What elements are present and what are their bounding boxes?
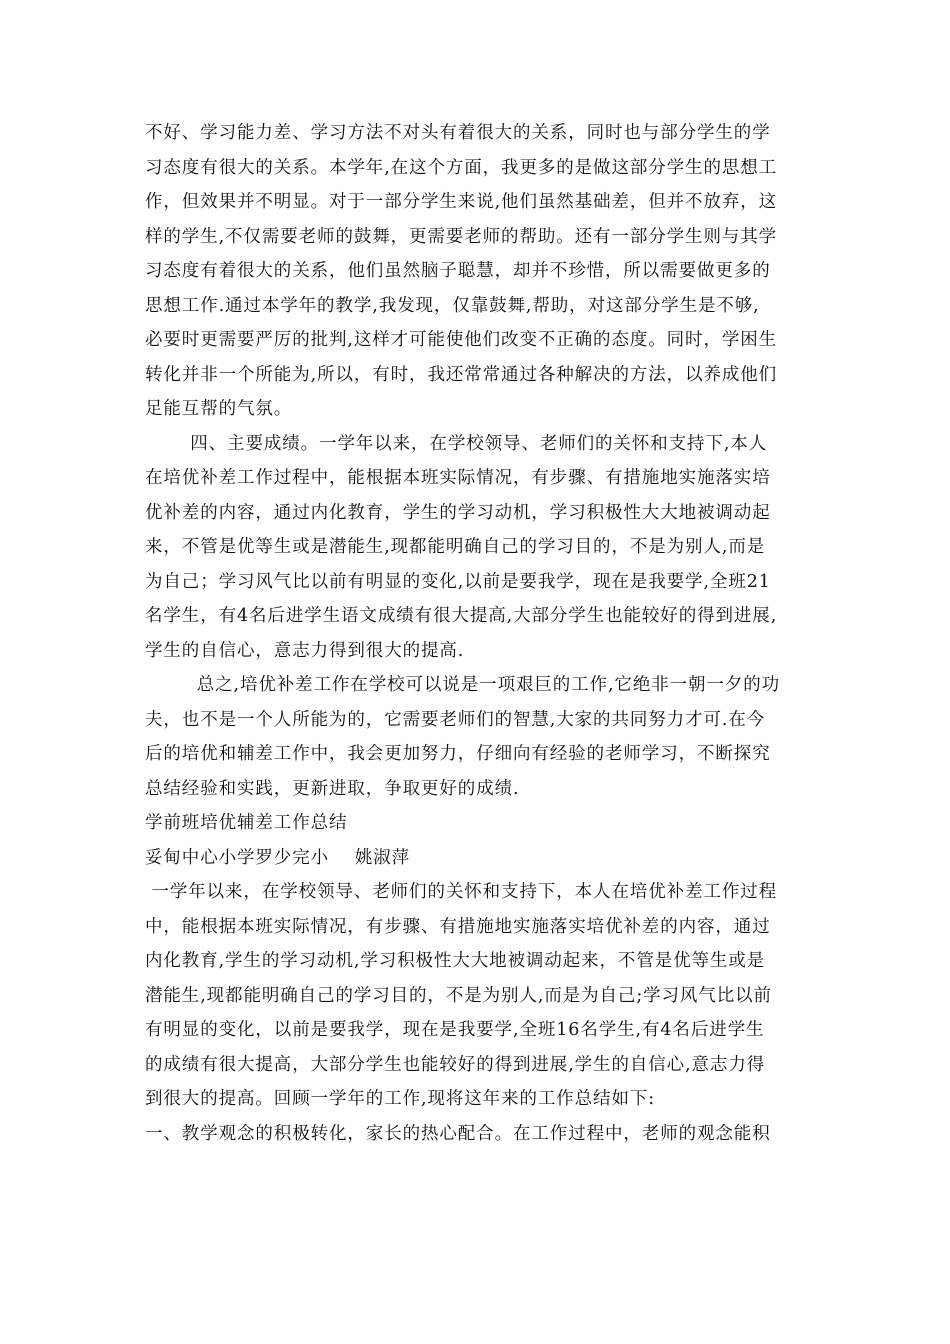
text-line: 中，能根据本班实际情况，有步骤、有措施地实施落实培优补差的内容，通过 [145, 916, 771, 937]
text-line: 四、主要成绩。一学年以来，在学校领导、老师们的关怀和支持下,本人 [145, 433, 768, 454]
text-line: 思想工作.通过本学年的教学,我发现，仅靠鼓舞,帮助，对这部分学生是不够, [145, 295, 760, 316]
text-line: 在培优补差工作过程中，能根据本班实际情况，有步骤、有措施地实施落实培 [145, 468, 771, 488]
text-line: 有明显的变化，以前是要我学，现在是我要学,全班16名学生,有4名后进学生 [145, 1020, 765, 1040]
text-line: 的成绩有很大提高，大部分学生也能较好的得到进展,学生的自信心,意志力得 [145, 1054, 766, 1075]
text-line: 优补差的内容，通过内化教育，学生的学习动机，学习积极性大大地被调动起 [145, 502, 771, 523]
text-line: 内化教育,学生的学习动机,学习积极性大大地被调动起来，不管是优等生或是 [145, 951, 766, 971]
text-line: 样的学生,不仅需要老师的鼓舞，更需要老师的帮助。还有一部分学生则与其学 [145, 226, 778, 247]
text-line: 作，但效果并不明显。对于一部分学生来说,他们虽然基础差，但并不放弃，这 [145, 192, 778, 212]
author-line: 妥甸中心小学罗少完小 姚淑萍 [145, 847, 411, 868]
text-line: 学生的自信心，意志力得到很大的提高. [145, 640, 465, 661]
text-line: 名学生，有4名后进学生语文成绩有很大提高,大部分学生也能较好的得到进展, [145, 606, 778, 626]
text-line: 习态度有很大的关系。本学年,在这个方面，我更多的是做这部分学生的思想工 [145, 157, 778, 178]
text-line: 为自己；学习风气比以前有明显的变化,以前是要我学，现在是我要学,全班21 [145, 571, 771, 592]
text-line: 不好、学习能力差、学习方法不对头有着很大的关系，同时也与部分学生的学 [145, 123, 771, 143]
text-line: 到很大的提高。回顾一学年的工作,现将这年来的工作总结如下: [145, 1089, 656, 1109]
text-line: 习态度有着很大的关系，他们虽然脑子聪慧，却并不珍惜，所以需要做更多的 [145, 261, 771, 281]
text-line: 总之,培优补差工作在学校可以说是一项艰巨的工作,它绝非一朝一夕的功 [145, 675, 781, 695]
document-page [145, 116, 810, 1151]
text-line: 来，不管是优等生或是潜能生,现都能明确自己的学习目的，不是为别人,而是 [145, 537, 766, 557]
text-line: 总结经验和实践，更新进取，争取更好的成绩. [145, 778, 520, 799]
text-line: 足能互帮的气氛。 [145, 399, 293, 419]
text-line: 夫，也不是一个人所能为的，它需要老师们的智慧,大家的共同努力才可.在今 [145, 709, 766, 730]
text-line: 转化并非一个所能为,所以，有时，我还常常通过各种解决的方法，以养成他们 [145, 364, 778, 385]
text-line: 一、教学观念的积极转化，家长的热心配合。在工作过程中，老师的观念能积 [145, 1123, 771, 1144]
section-title: 学前班培优辅差工作总结 [145, 813, 348, 833]
text-line: 一学年以来，在学校领导、老师们的关怀和支持下，本人在培优补差工作过程 [145, 882, 778, 902]
text-line: 潜能生,现都能明确自己的学习目的，不是为别人,而是为自己;学习风气比以前 [145, 985, 772, 1006]
text-line: 后的培优和辅差工作中，我会更加努力，仔细向有经验的老师学习，不断探究 [145, 744, 771, 764]
text-line: 必要时更需要严厉的批判,这样才可能使他们改变不正确的态度。同时，学困生 [145, 330, 778, 350]
